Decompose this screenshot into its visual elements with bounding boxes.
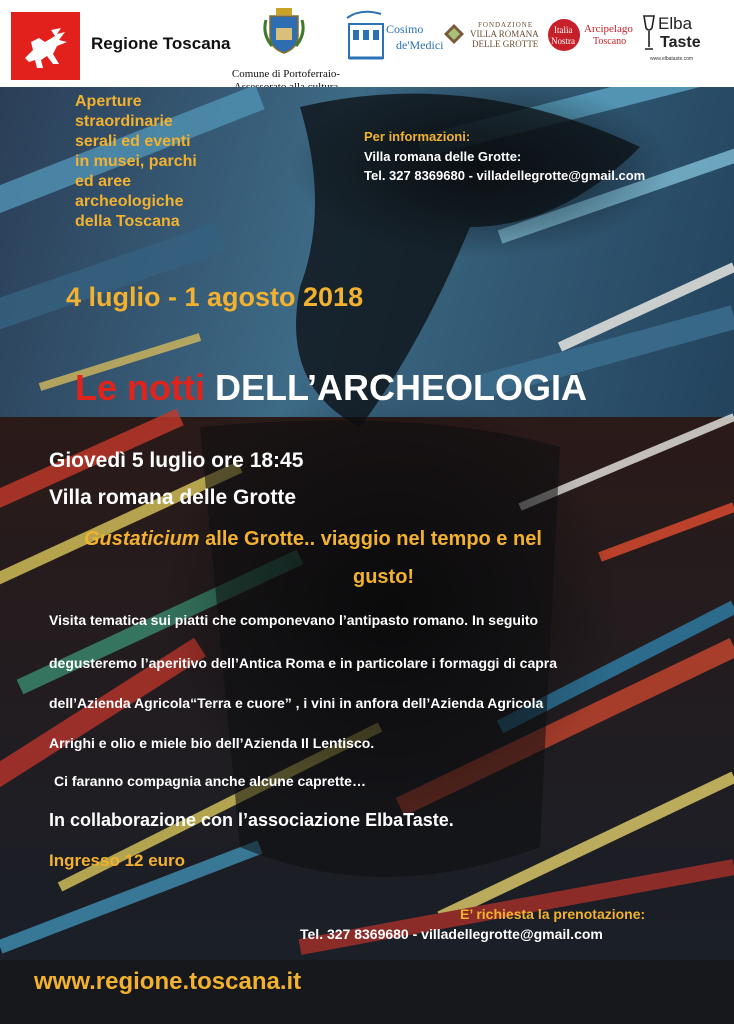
diamond-icon: [444, 24, 464, 44]
wine-glass-icon: [642, 14, 656, 54]
fondazione-line3: DELLE GROTTE: [472, 39, 539, 49]
footer-website[interactable]: www.regione.toscana.it: [34, 968, 302, 995]
region-name: Regione Toscana: [91, 34, 231, 53]
title-part-red: Le notti: [75, 367, 205, 408]
intro-line: Aperture: [75, 93, 142, 110]
elba-taste-url: www.elbataste.com: [650, 56, 694, 62]
intro-line: straordinarie: [75, 113, 173, 130]
event-subtitle-line1: [84, 528, 542, 551]
description-line: Arrighi e olio e miele bio dell’Azienda Il Lentisco.: [49, 735, 375, 751]
booking-heading: E’ richiesta la prenotazione:: [460, 906, 646, 922]
title-part-white: DELL’ARCHEOLOGIA: [215, 367, 588, 408]
intro-line: in musei, parchi: [75, 153, 197, 170]
italia-nostra-line2: Toscano: [593, 36, 627, 47]
collaboration-note: In collaborazione con l’associazione ElbaTaste.: [49, 810, 454, 830]
description-line: Ci faranno compagnia anche alcune caprette…: [54, 773, 366, 789]
info-heading: Per informazioni:: [364, 129, 471, 144]
description-line: dell’Azienda Agricola“Terra e cuore” , i vini in anfora dell’Azienda Agricola: [49, 695, 544, 711]
intro-line: della Toscana: [75, 213, 180, 230]
municipality-caption-1: Comune di Portoferraio-: [231, 68, 341, 80]
event-datetime: Giovedì 5 luglio ore 18:45: [49, 449, 304, 472]
event-dates: 4 luglio - 1 agosto 2018: [66, 282, 364, 312]
italia-nostra-badge-2: Nostra: [551, 36, 575, 46]
regione-toscana-logo: [11, 12, 80, 80]
booking-contact: Tel. 327 8369680 - villadellegrotte@gmail.com: [300, 926, 603, 942]
logo-header: [0, 0, 734, 87]
event-title: [75, 367, 587, 409]
elba-taste-glass-icon: [642, 14, 656, 54]
intro-line: archeologiche: [75, 193, 184, 210]
fondazione-line1: FONDAZIONE: [478, 21, 534, 29]
event-subtitle-line2: gusto!: [353, 566, 415, 588]
italia-nostra-badge-1: Italia: [554, 25, 573, 35]
footer-bar: [0, 960, 734, 1024]
intro-line: serali ed eventi: [75, 133, 191, 150]
subtitle-italic: Gustaticium: [84, 528, 200, 550]
pegasus-icon: [11, 12, 80, 80]
elba-taste-line1: Elba: [658, 14, 693, 33]
fondazione-line2: VILLA ROMANA: [470, 29, 539, 39]
info-venue: Villa romana delle Grotte:: [364, 149, 522, 164]
cosimo-line2: de'Medici: [396, 38, 444, 52]
italia-nostra-badge: [548, 19, 580, 51]
cosimo-line1: Cosimo: [386, 22, 424, 36]
portoferraio-crest: [262, 6, 306, 56]
event-place: Villa romana delle Grotte: [49, 486, 297, 509]
entry-price: Ingresso 12 euro: [49, 851, 186, 870]
elba-taste-line2: Taste: [660, 34, 701, 51]
info-contact: Tel. 327 8369680 - villadellegrotte@gmail.com: [364, 168, 646, 183]
description-line: degusteremo l’aperitivo dell’Antica Roma e in particolare i formaggi di capra: [49, 655, 558, 671]
subtitle-rest: alle Grotte.. viaggio nel tempo e nel: [205, 528, 542, 550]
crest-icon: [262, 6, 306, 56]
intro-line: ed aree: [75, 173, 132, 190]
fondazione-logo: [444, 24, 464, 44]
italia-nostra-line1: Arcipelago: [584, 23, 633, 35]
description-line: Visita tematica sui piatti che componevano l’antipasto romano. In seguito: [49, 612, 539, 628]
